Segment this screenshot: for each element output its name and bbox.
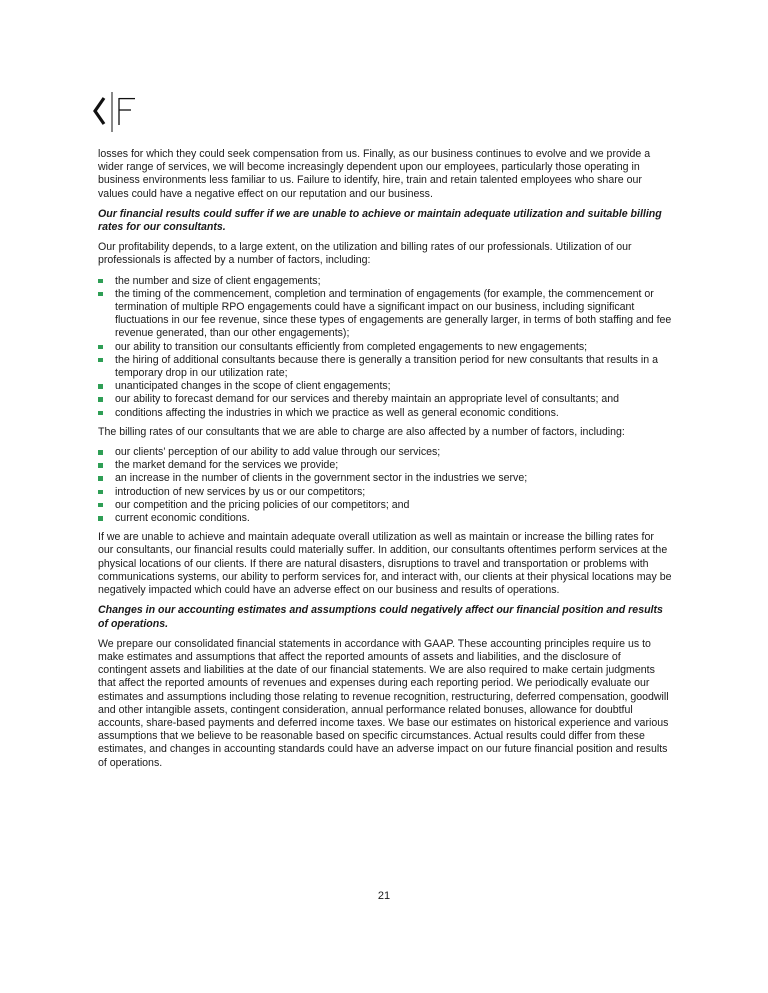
- bullet-square-icon: [98, 411, 103, 416]
- list-item: an increase in the number of clients in the government sector in the industries we serve;: [98, 472, 672, 485]
- list-item: the number and size of client engagements;: [98, 275, 672, 288]
- bullet-square-icon: [98, 476, 103, 481]
- list-item: current economic conditions.: [98, 512, 672, 525]
- utilization-section-heading: Our financial results could suffer if we are unable to achieve or maintain adequate utilization and suitable billing rates for our consultants.: [98, 207, 662, 234]
- billing-intro: The billing rates of our consultants that we are able to charge are also affected by a number of factors, including:: [98, 425, 625, 438]
- utilization-conclusion: If we are unable to achieve and maintain adequate overall utilization as well as maintain or increase the billing rates for our consultants, our financial results could materially suffer. In addition, our consultants oftentimes perform services at the physical locations of our clients. If there are natural disasters, disruptions to travel and transportation or problems with communications systems, our ability to perform services for, and interact with, our clients at their physical locations may be negatively impacted which could have an adverse effect on our business and results of operations.: [98, 531, 672, 597]
- bullet-square-icon: [98, 292, 103, 297]
- bullet-square-icon: [98, 397, 103, 402]
- list-item: our ability to forecast demand for our services and thereby maintain an appropriate level of consultants; and: [98, 393, 672, 406]
- accounting-section-heading: Changes in our accounting estimates and assumptions could negatively affect our financial position and results of operations.: [98, 604, 663, 630]
- list-item: the hiring of additional consultants because there is generally a transition period for new consultants that results in a temporary drop in our utilization rate;: [98, 354, 672, 380]
- utilization-intro: Our profitability depends, to a large extent, on the utilization and billing rates of our professionals. Utilization of our professionals is affected by a number of factors, including:: [98, 241, 632, 267]
- list-item: unanticipated changes in the scope of client engagements;: [98, 380, 672, 393]
- bullet-square-icon: [98, 490, 103, 495]
- bullet-square-icon: [98, 279, 103, 284]
- accounting-body: We prepare our consolidated financial statements in accordance with GAAP. These accounting principles require us to make estimates and assumptions that affect the reported amounts of assets and liabilities, and the disclosure of contingent assets and liabilities at the date of our financial statements. We are also required to make certain judgments that affect the reported amounts of revenues and expenses during each reporting period. We periodically evaluate our estimates and assumptions including those relating to revenue recognition, restructuring, deferred compensation, goodwill and other intangible assets, contingent consideration, annual performance related bonuses, allowance for doubtful accounts, share-based payments and deferred income taxes. We base our estimates on historical experience and various assumptions that we believe to be reasonable based on specific circumstances. Actual results could differ from these estimates, and changes in accounting standards could have an adverse impact on our future financial position and results of operations.: [98, 637, 669, 769]
- list-item: conditions affecting the industries in which we practice as well as general economic conditions.: [98, 407, 672, 420]
- bullet-square-icon: [98, 503, 103, 508]
- bullet-square-icon: [98, 345, 103, 350]
- list-item: our competition and the pricing policies of our competitors; and: [98, 499, 672, 512]
- list-item: the market demand for the services we provide;: [98, 459, 672, 472]
- list-item: our ability to transition our consultants efficiently from completed engagements to new engagements;: [98, 341, 672, 354]
- bullet-square-icon: [98, 463, 103, 468]
- opening-paragraph: losses for which they could seek compensation from us. Finally, as our business continues to evolve and we provide a wider range of services, we will become increasingly dependent upon our employees, particularly those operating in business environments less familiar to us. Failure to identify, hire, train and retain talented employees who share our values could have a negative effect on our reputation and our business.: [98, 148, 651, 200]
- kf-monogram-icon: [92, 92, 144, 132]
- bullet-square-icon: [98, 516, 103, 521]
- billing-factor-list: [98, 446, 672, 525]
- list-item: our clients’ perception of our ability to add value through our services;: [98, 446, 672, 459]
- utilization-factor-list: [98, 275, 672, 420]
- bullet-square-icon: [98, 384, 103, 389]
- document-body: [98, 148, 672, 777]
- company-logo: [92, 92, 144, 132]
- bullet-square-icon: [98, 358, 103, 363]
- list-item: introduction of new services by us or our competitors;: [98, 486, 672, 499]
- bullet-square-icon: [98, 450, 103, 455]
- page-number: 21: [377, 890, 391, 902]
- list-item: the timing of the commencement, completion and termination of engagements (for example, the commencement or termination of multiple RPO engagements could have a significant impact on our business, including significant fluctuations in our fee revenue, since these types of engagements are generally larger, in terms of both staffing and fee revenue generated, than our other engagements);: [98, 288, 672, 341]
